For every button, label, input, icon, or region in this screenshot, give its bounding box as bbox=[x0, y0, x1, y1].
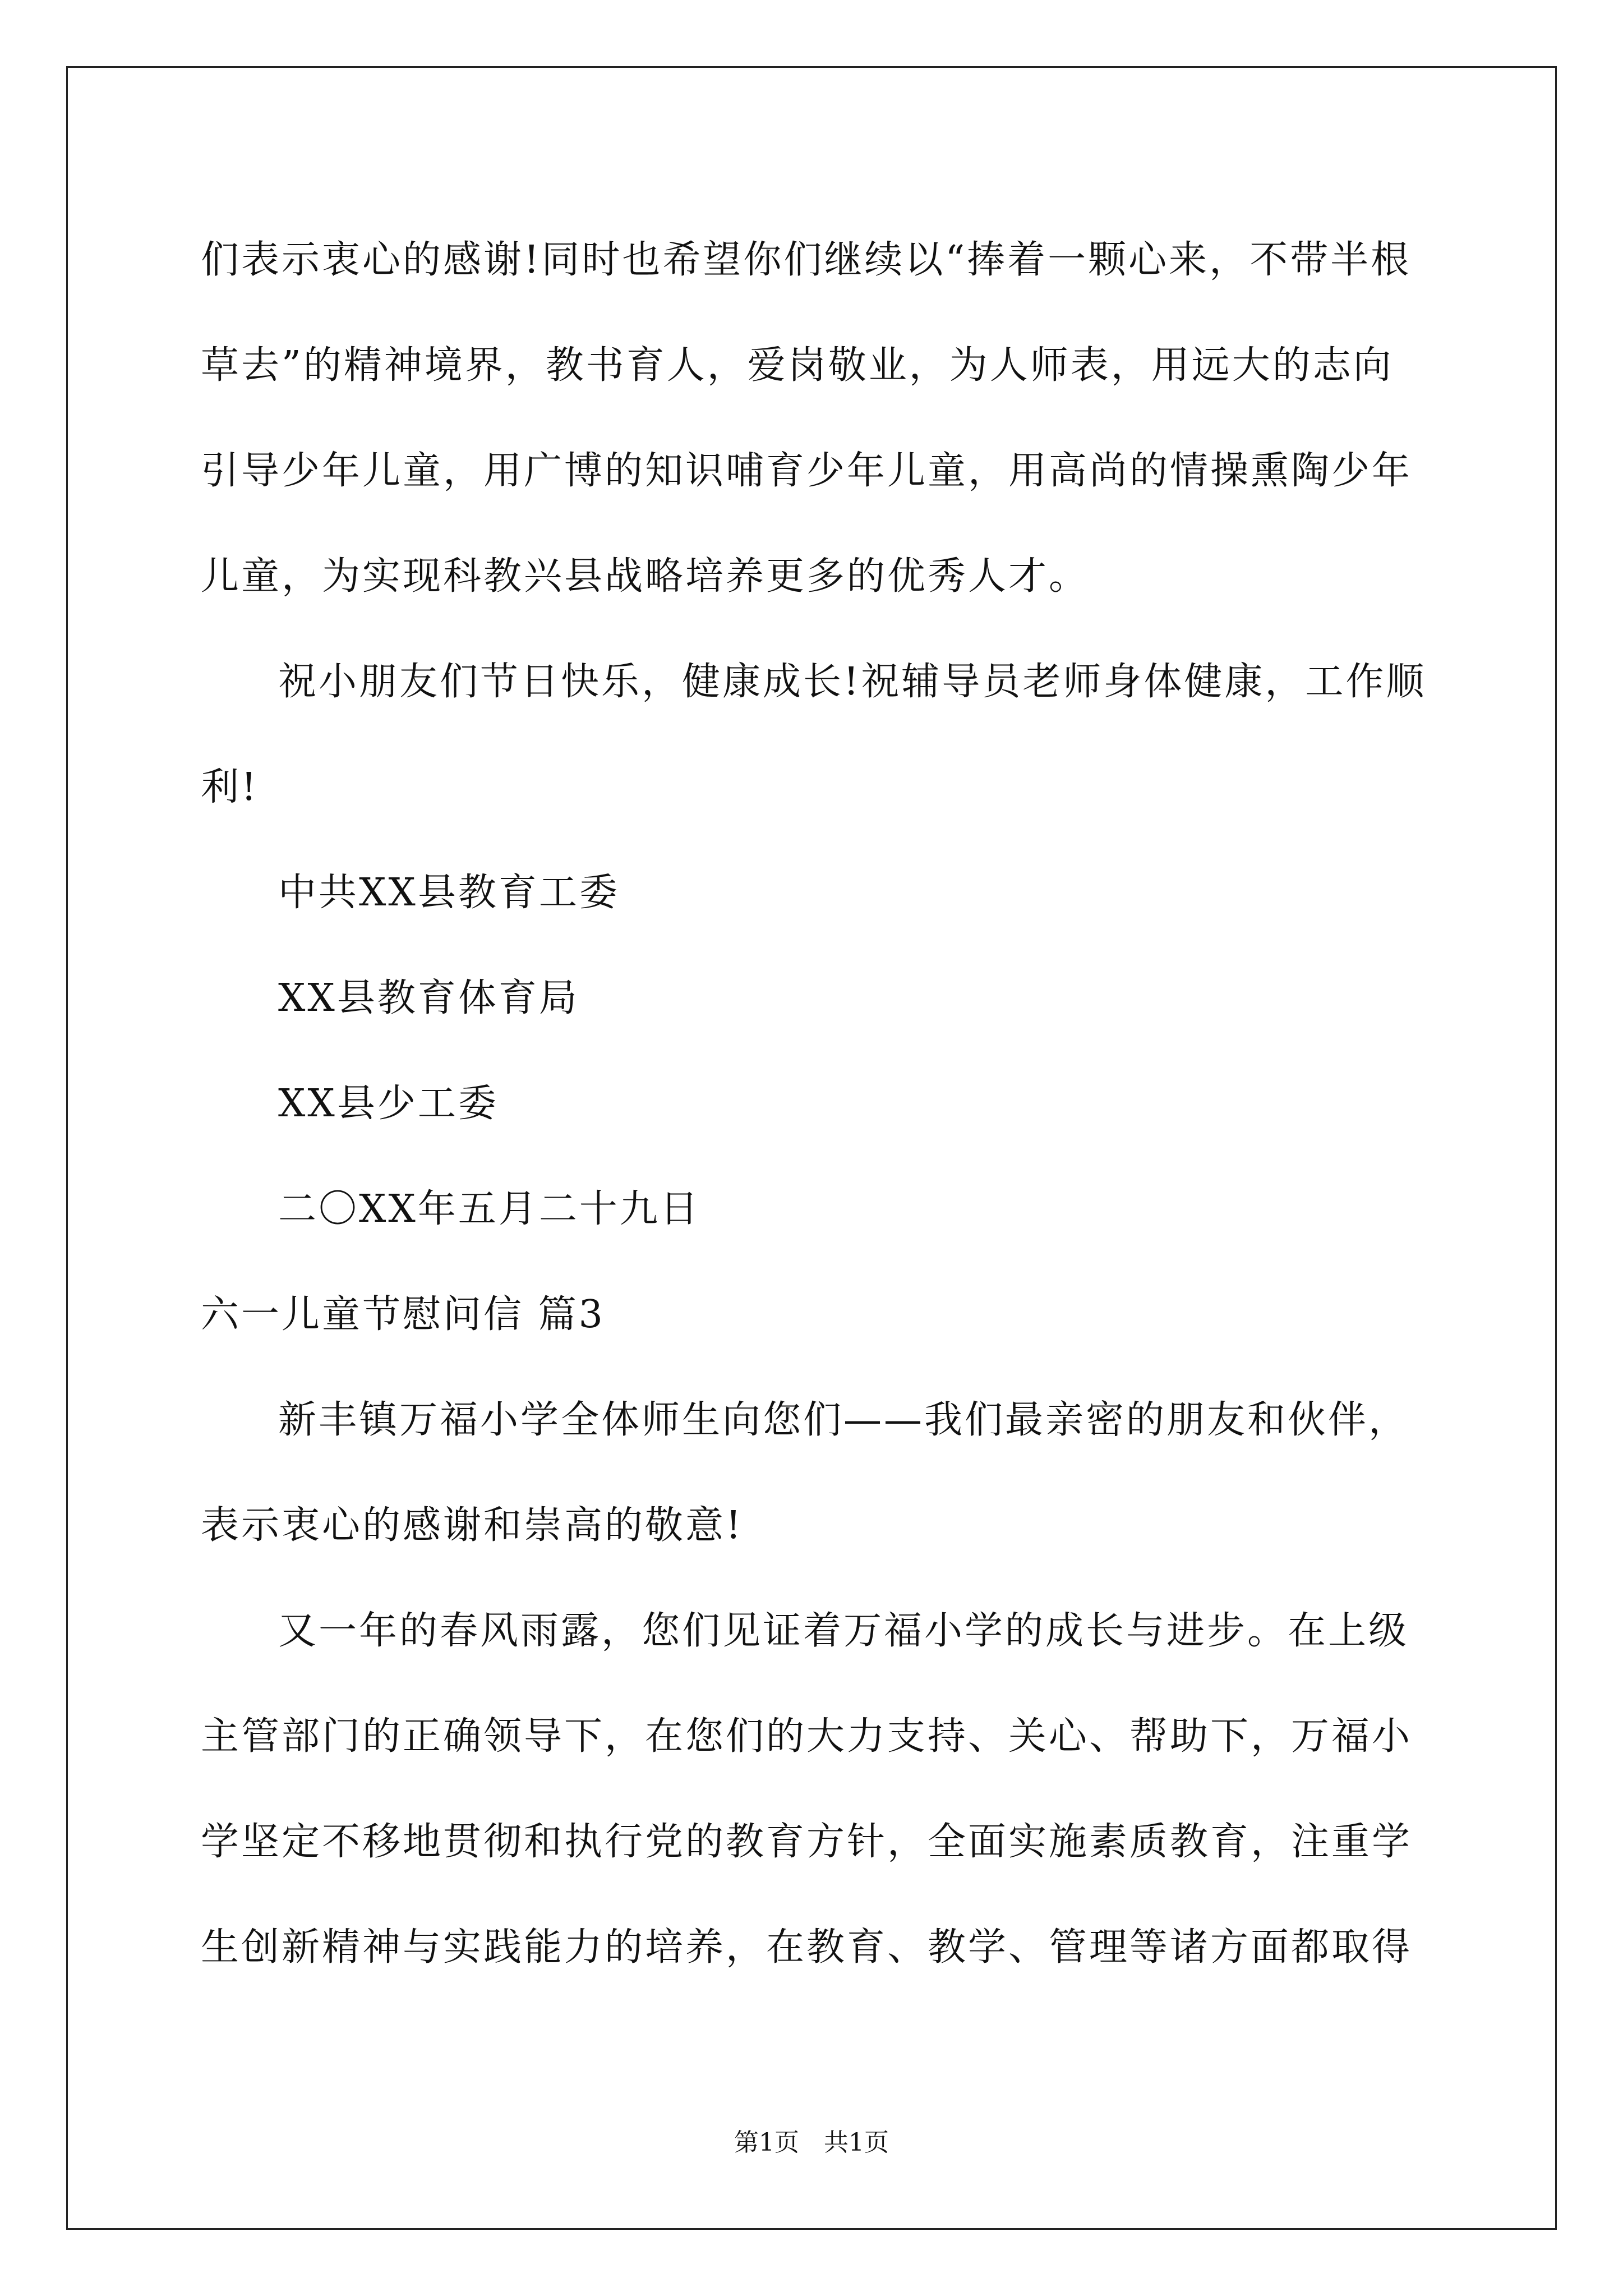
paragraph-1-line-2: 表示衷心的感谢和崇高的敬意! bbox=[201, 1503, 744, 1548]
paragraph-2-line-3: 学坚定不移地贯彻和执行党的教育方针，全面实施素质教育，注重学 bbox=[201, 1820, 1413, 1864]
body-line-2: 草去”的精神境界，教书育人，爱岗敬业，为人师表，用远大的志向 bbox=[201, 343, 1394, 388]
paragraph-2-line-1: 又一年的春风雨露，您们见证着万福小学的成长与进步。在上级 bbox=[278, 1609, 1409, 1653]
paragraph-2-line-2: 主管部门的正确领导下，在您们的大力支持、关心、帮助下，万福小 bbox=[201, 1714, 1413, 1759]
signature-org-1: 中共XX县教育工委 bbox=[278, 871, 620, 915]
body-line-1: 们表示衷心的感谢!同时也希望你们继续以“捧着一颗心来，不带半根 bbox=[201, 238, 1412, 282]
paragraph-1-line-1: 新丰镇万福小学全体师生向您们——我们最亲密的朋友和伙伴， bbox=[278, 1398, 1409, 1442]
paragraph-2-line-4: 生创新精神与实践能力的培养，在教育、教学、管理等诸方面都取得 bbox=[201, 1925, 1413, 1970]
signature-date: 二〇XX年五月二十九日 bbox=[278, 1187, 700, 1231]
signature-org-2: XX县教育体育局 bbox=[278, 976, 579, 1020]
greeting-line-2: 利! bbox=[201, 765, 259, 809]
document-body bbox=[201, 208, 1429, 2000]
section-heading: 六一儿童节慰问信 篇3 bbox=[201, 1292, 605, 1337]
body-line-3: 引导少年儿童，用广博的知识哺育少年儿童，用高尚的情操熏陶少年 bbox=[201, 449, 1413, 493]
greeting-line-1: 祝小朋友们节日快乐，健康成长!祝辅导员老师身体健康，工作顺 bbox=[278, 660, 1427, 704]
signature-org-3: XX县少工委 bbox=[278, 1082, 499, 1126]
page-number-footer: 第1页 共1页 bbox=[734, 2128, 889, 2157]
body-line-4: 儿童，为实现科教兴县战略培养更多的优秀人才。 bbox=[201, 554, 1090, 599]
